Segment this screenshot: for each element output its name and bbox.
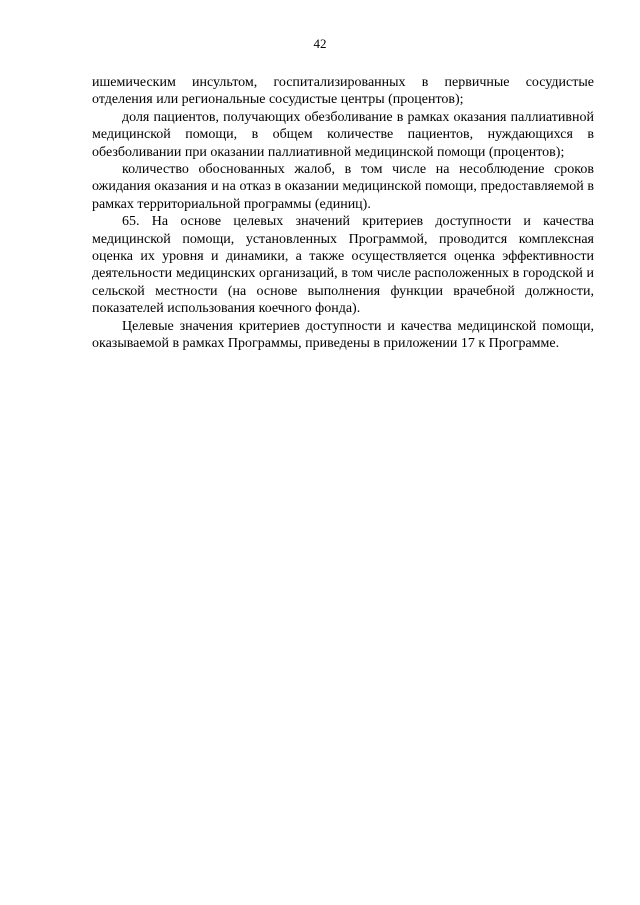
paragraph-palliative-pain-relief: доля пациентов, получающих обезболивание в рамках оказания паллиативной медицинской помощи, в общем количестве пациентов, нуждающихся в обезболивании при оказании паллиативной медицинской помощи (процентов); [92, 109, 594, 160]
paragraph-continuation: ишемическим инсультом, госпитализированных в первичные сосудистые отделения или региональные сосудистые центры (процентов); [92, 75, 594, 108]
paragraph-item-65: 65. На основе целевых значений критериев доступности и качества медицинской помощи, установленных Программой, проводится комплексная оценка их уровня и динамики, а также осуществляется оценка эффективности деятельности медицинских организаций, в том числе расположенных в городской и сельской местности (на основе выполнения функции врачебной должности, показателей использования коечного фонда). [92, 214, 594, 317]
document-body [92, 74, 594, 353]
paragraph-target-values: Целевые значения критериев доступности и качества медицинской помощи, оказываемой в рамках Программы, приведены в приложении 17 к Программе. [92, 318, 594, 352]
paragraph-complaints-count: количество обоснованных жалоб, в том числе на несоблюдение сроков ожидания оказания и на отказ в оказании медицинской помощи, предоставляемой в рамках территориальной программы (единиц). [92, 162, 594, 212]
page-number: 42 [313, 36, 327, 51]
